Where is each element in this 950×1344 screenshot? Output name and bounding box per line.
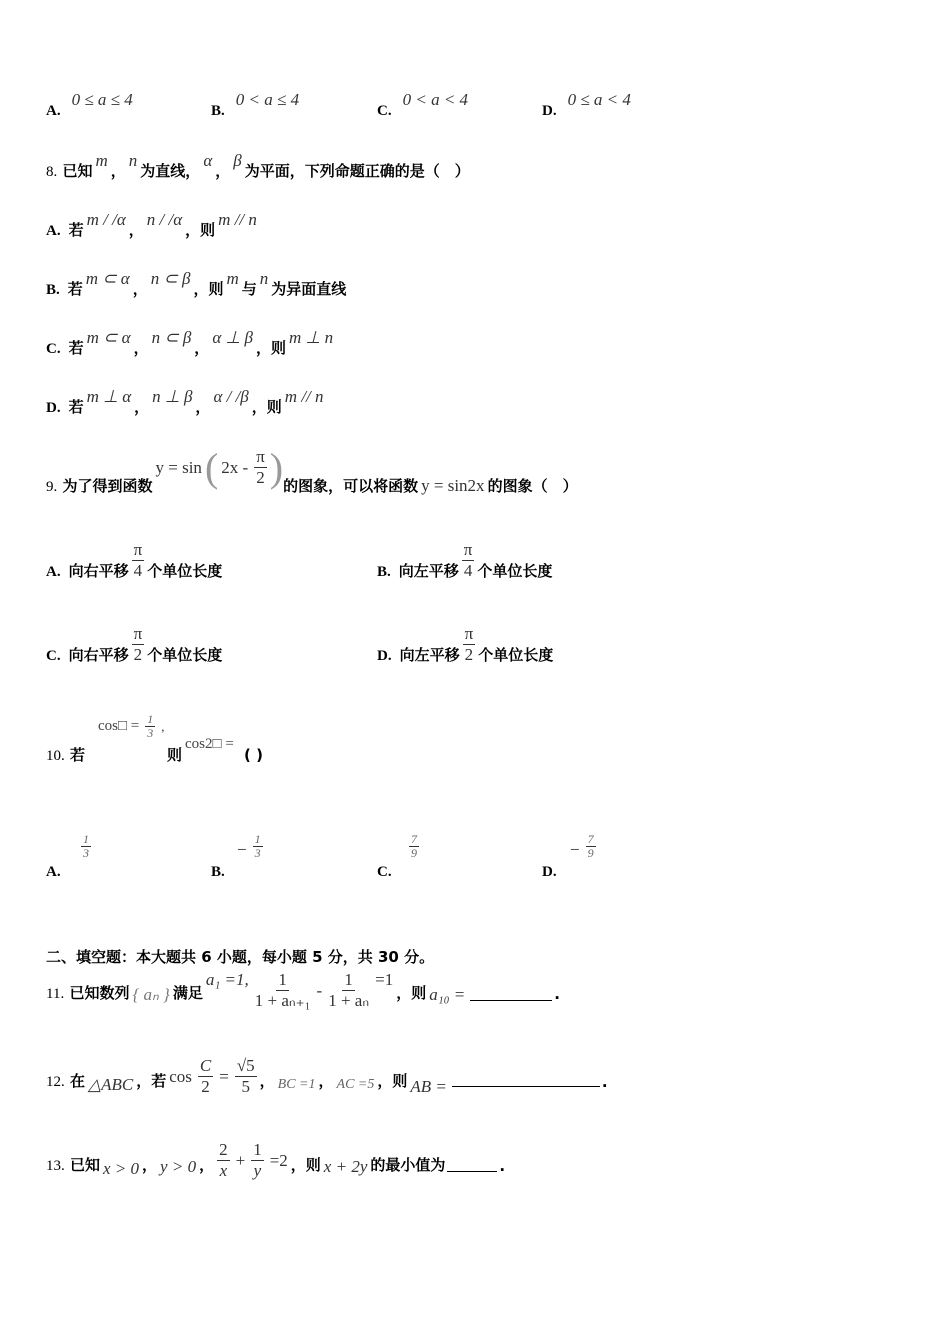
denominator: 3 xyxy=(83,846,89,860)
text: 若 xyxy=(68,221,84,239)
math: α / /β xyxy=(213,387,249,406)
math: α ⊥ β xyxy=(212,328,254,347)
math: m // n xyxy=(218,210,257,229)
math: m xyxy=(95,151,108,170)
option-label: A. xyxy=(46,103,61,119)
text: 向左平移 xyxy=(398,562,459,580)
question-number: 10. xyxy=(46,748,65,764)
math: y = sin xyxy=(155,457,202,477)
q10-then xyxy=(167,736,237,765)
math: 2x - xyxy=(221,457,249,477)
q10-stem xyxy=(46,744,85,765)
math: m / /α xyxy=(86,210,126,229)
fraction xyxy=(462,540,475,581)
fraction xyxy=(253,833,263,860)
fraction xyxy=(198,1056,213,1097)
q10-option-d[interactable] xyxy=(542,864,565,881)
denominator: 2 xyxy=(256,468,265,487)
text: ，则 xyxy=(377,1072,408,1090)
denominator: 9 xyxy=(587,846,594,860)
q9-option-b[interactable] xyxy=(377,540,552,581)
fraction xyxy=(328,970,369,1011)
text: ， xyxy=(199,1156,215,1174)
option-label: A. xyxy=(46,864,61,880)
math: = xyxy=(219,1066,229,1086)
fraction xyxy=(81,833,91,860)
option-label: D. xyxy=(377,648,392,664)
numerator: √5 xyxy=(236,1056,255,1075)
fraction xyxy=(132,540,145,581)
text: 向右平移 xyxy=(68,646,129,664)
text: 的最小值为 xyxy=(370,1156,446,1174)
q10-paren xyxy=(244,746,263,764)
text: ，则 xyxy=(185,221,216,239)
q9-option-c[interactable] xyxy=(46,624,222,665)
math: m ⊥ n xyxy=(289,328,334,347)
fraction xyxy=(217,1140,230,1181)
math: α xyxy=(203,151,213,170)
option-label: D. xyxy=(542,864,557,880)
q13 xyxy=(46,1140,505,1181)
text: 为平面，下列命题正确的是（ ） xyxy=(244,162,470,180)
answer-blank[interactable] xyxy=(470,1000,552,1001)
numerator: 1 xyxy=(253,1140,262,1159)
math: { aₙ } xyxy=(132,985,170,1004)
answer-blank[interactable] xyxy=(447,1171,497,1172)
denominator: 2 xyxy=(133,645,143,664)
option-label: C. xyxy=(46,341,61,357)
q7-option-b[interactable] xyxy=(211,90,302,120)
text: ， xyxy=(110,162,126,180)
text: ， xyxy=(142,1156,158,1174)
text: ， xyxy=(128,221,144,239)
fraction xyxy=(254,447,267,488)
q10-option-c[interactable] xyxy=(377,864,400,881)
numerator: π xyxy=(256,447,265,466)
q7-option-a[interactable] xyxy=(46,90,136,120)
text: 满足 xyxy=(172,984,203,1002)
q10-condition xyxy=(95,713,168,740)
numerator: C xyxy=(199,1056,212,1075)
math: y > 0 xyxy=(160,1157,197,1176)
q8-option-a[interactable] xyxy=(46,210,260,240)
math: m ⊂ α xyxy=(86,328,131,347)
math: cos2□ = xyxy=(185,736,234,752)
question-number: 8. xyxy=(46,164,58,180)
function-formula xyxy=(153,444,284,490)
numerator: π xyxy=(133,624,143,643)
math: y = sin2x xyxy=(421,476,485,495)
sign: − xyxy=(237,840,247,859)
option-label: C. xyxy=(46,648,61,664)
text: ， xyxy=(195,398,211,416)
q10-option-d-value xyxy=(567,833,599,860)
text: 个单位长度 xyxy=(147,562,223,580)
fraction xyxy=(409,833,419,860)
text: 个单位长度 xyxy=(478,646,554,664)
text: 的图象，可以将函数 xyxy=(283,477,419,495)
minus: - xyxy=(316,980,323,1000)
math: cos xyxy=(169,1066,192,1086)
right-paren: ) xyxy=(269,444,284,490)
q8-option-c[interactable] xyxy=(46,328,336,358)
option-label: C. xyxy=(377,864,392,880)
text: ，则 xyxy=(251,398,282,416)
answer-blank[interactable] xyxy=(452,1086,600,1087)
numerator: 1 xyxy=(147,712,154,726)
question-number: 12. xyxy=(46,1074,65,1090)
text: 个单位长度 xyxy=(477,562,553,580)
text: 若 xyxy=(69,746,85,764)
text: 向右平移 xyxy=(68,562,129,580)
denominator: 2 xyxy=(464,645,474,664)
option-label: A. xyxy=(46,564,61,580)
math: n ⊥ β xyxy=(152,387,193,406)
option-label: D. xyxy=(542,103,557,119)
numerator: 1 xyxy=(254,832,261,846)
fraction xyxy=(145,713,155,740)
plus: + xyxy=(235,1150,246,1170)
text: 则 xyxy=(167,746,183,764)
text: ，则 xyxy=(256,339,287,357)
numerator: π xyxy=(464,624,474,643)
option-label: B. xyxy=(211,864,225,880)
option-math: 0 < a < 4 xyxy=(402,90,469,109)
option-label: B. xyxy=(211,103,225,119)
denominator: 3 xyxy=(147,726,154,740)
option-label: D. xyxy=(46,400,61,416)
section-title: 二、填空题：本大题共 6 小题，每小题 5 分，共 30 分。 xyxy=(46,948,435,966)
question-number: 9. xyxy=(46,479,58,495)
section-heading xyxy=(46,946,434,967)
text: ，则 xyxy=(290,1156,321,1174)
math: n xyxy=(259,269,269,288)
fraction xyxy=(586,833,596,860)
numerator: 7 xyxy=(587,832,594,846)
left-paren: ( xyxy=(204,444,219,490)
q8-stem xyxy=(46,151,470,181)
text: ， xyxy=(318,1072,334,1090)
text: ， xyxy=(133,339,149,357)
numerator: 1 xyxy=(83,832,89,846)
math: △ABC xyxy=(88,1075,134,1094)
text: ，则 xyxy=(396,984,427,1002)
fraction xyxy=(132,624,145,665)
question-number: 13. xyxy=(46,1158,65,1174)
math: x > 0 xyxy=(103,1159,140,1178)
numerator: 2 xyxy=(219,1140,228,1159)
q11 xyxy=(46,970,560,1011)
text: 在 xyxy=(69,1072,85,1090)
denominator: 4 xyxy=(133,561,143,580)
option-label: B. xyxy=(377,564,391,580)
text: 若 xyxy=(67,280,83,298)
sign: − xyxy=(570,840,580,859)
denominator: 1 + aₙ xyxy=(328,991,370,1010)
option-label: A. xyxy=(46,223,61,239)
text: 若 xyxy=(68,398,84,416)
text: ， xyxy=(134,398,150,416)
text: 若 xyxy=(68,339,84,357)
denominator: 9 xyxy=(411,846,417,860)
denominator: 2 xyxy=(201,1077,210,1096)
text: 已知数列 xyxy=(69,984,130,1002)
text: 为直线， xyxy=(140,162,201,180)
answer-paren: ( ) xyxy=(244,746,263,764)
denominator: x xyxy=(219,1161,228,1180)
question-number: 11. xyxy=(46,986,65,1002)
text: 个单位长度 xyxy=(147,646,223,664)
math: β xyxy=(233,151,242,170)
numerator: 1 xyxy=(278,970,287,989)
text: ， xyxy=(132,280,148,298)
q8-option-b[interactable] xyxy=(46,269,347,299)
denominator: y xyxy=(253,1161,262,1180)
q9-option-d[interactable] xyxy=(377,624,553,665)
math: n ⊂ β xyxy=(151,328,192,347)
math: m // n xyxy=(284,387,324,406)
q7-option-c[interactable] xyxy=(377,90,471,120)
math: =1 xyxy=(375,970,394,989)
math: a₁₀ = xyxy=(429,985,466,1004)
math: m ⊂ α xyxy=(85,269,130,288)
fraction xyxy=(251,1140,264,1181)
option-math: 0 ≤ a ≤ 4 xyxy=(71,90,133,109)
text: . xyxy=(601,1073,608,1091)
text: 为异面直线 xyxy=(271,280,347,298)
text: ， xyxy=(215,162,231,180)
numerator: π xyxy=(133,540,143,559)
option-label: C. xyxy=(377,103,392,119)
q9-stem xyxy=(46,444,578,496)
numerator: 7 xyxy=(411,832,417,846)
q10-option-b[interactable] xyxy=(211,864,233,881)
math: a₁ =1, xyxy=(205,970,249,989)
text: . xyxy=(554,985,560,1003)
denominator: 1 + aₙ₊₁ xyxy=(254,991,311,1010)
text: ，则 xyxy=(193,280,224,298)
math: n xyxy=(128,151,138,170)
text: 已知 xyxy=(69,1156,100,1174)
numerator: 1 xyxy=(344,970,353,989)
denominator: 4 xyxy=(463,561,473,580)
text: . xyxy=(499,1157,506,1175)
q10-option-a[interactable] xyxy=(46,864,69,881)
q8-option-d[interactable] xyxy=(46,387,327,417)
comma: , xyxy=(161,718,165,734)
text: 的图象（ ） xyxy=(487,477,578,495)
text: 向左平移 xyxy=(399,646,460,664)
math: BC =1 xyxy=(277,1077,316,1092)
text: ， xyxy=(259,1072,275,1090)
math: cos□ = xyxy=(98,718,140,734)
fraction xyxy=(463,624,476,665)
math: x + 2y xyxy=(323,1157,368,1176)
text: 已知 xyxy=(62,162,93,180)
fraction xyxy=(255,970,311,1011)
math: AB = xyxy=(410,1077,447,1096)
option-label: B. xyxy=(46,282,60,298)
option-math: 0 ≤ a < 4 xyxy=(567,90,631,109)
q10-option-b-value xyxy=(234,833,266,860)
text: ， xyxy=(194,339,210,357)
denominator: 3 xyxy=(254,846,261,860)
text: 为了得到函数 xyxy=(62,477,153,495)
text: 与 xyxy=(241,280,257,298)
denominator: 5 xyxy=(241,1077,250,1096)
q9-option-a[interactable] xyxy=(46,540,222,581)
text: ，若 xyxy=(136,1072,167,1090)
math: m ⊥ α xyxy=(86,387,132,406)
math: =2 xyxy=(269,1150,288,1170)
math: AC =5 xyxy=(336,1077,375,1092)
q7-option-d[interactable] xyxy=(542,90,634,120)
option-math: 0 < a ≤ 4 xyxy=(235,90,300,109)
q12 xyxy=(46,1056,608,1097)
fraction xyxy=(235,1056,257,1097)
numerator: π xyxy=(463,540,473,559)
q10-option-c-value xyxy=(400,833,422,860)
math: n ⊂ β xyxy=(150,269,191,288)
math: m xyxy=(226,269,239,288)
math: n / /α xyxy=(146,210,183,229)
q10-option-a-value xyxy=(72,833,94,860)
